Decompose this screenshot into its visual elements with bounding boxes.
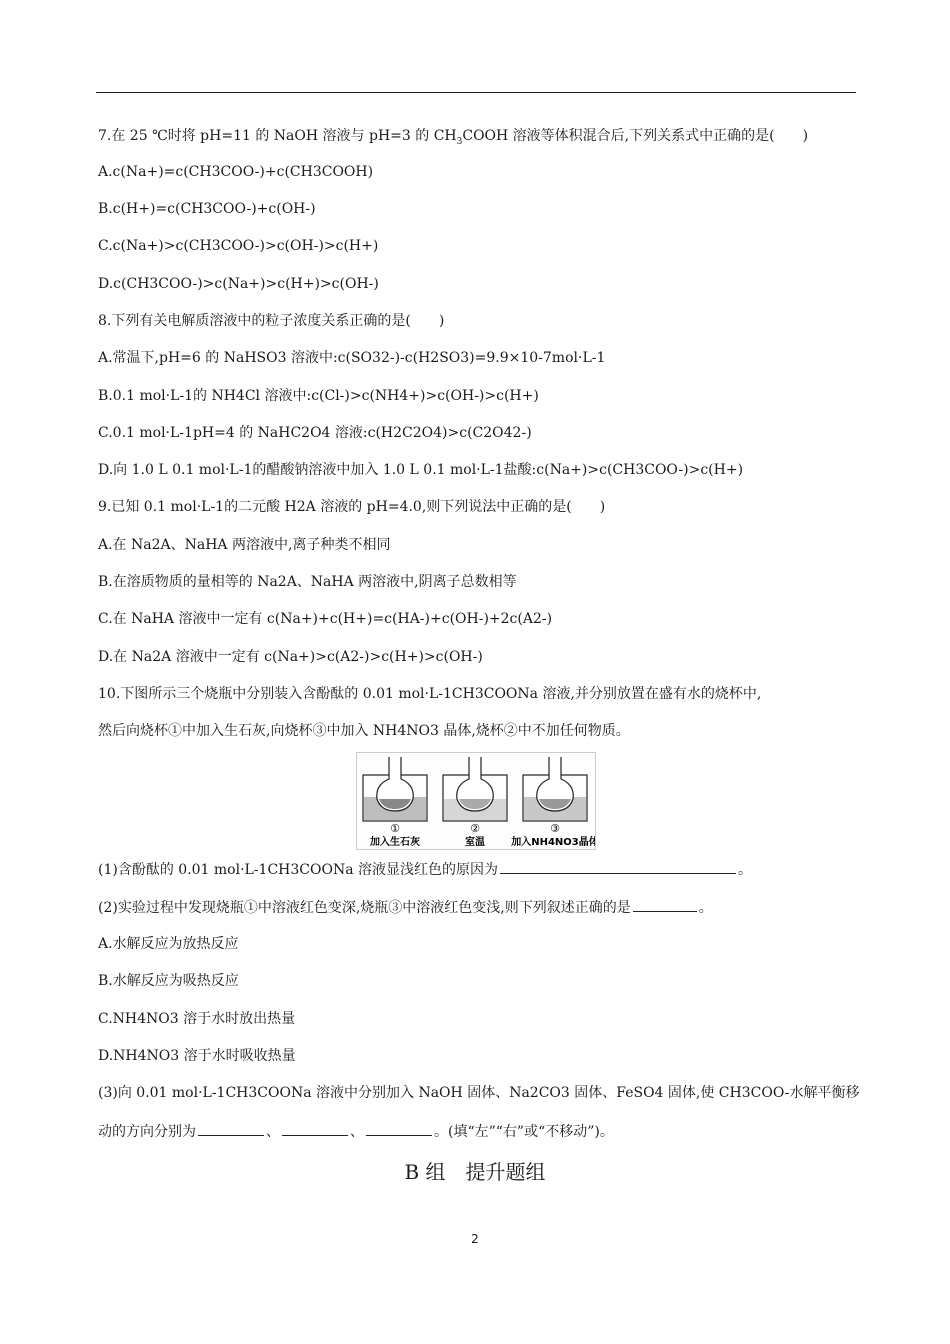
q7-stem: 7.在 25 ℃时将 pH=11 的 NaOH 溶液与 pH=3 的 $CH_3COOH$ 溶液等体积混合后,下列关系式中正确的是( ) (98, 128, 809, 147)
beaker-figure (356, 752, 596, 850)
q10-part1: (1)含酚酞的 0.01 mol·L-1CH3COONa 溶液显浅红色的原因为 。 (98, 859, 752, 880)
q8-option-b: B.0.1 mol·L-1的 NH4Cl 溶液中:c(Cl-)>c(NH4+)>c(OH-)>c(H+) (98, 388, 539, 404)
figure-label-1: ① (390, 822, 400, 835)
q9-stem: 9.已知 0.1 mol·L-1的二元酸 H2A 溶液的 pH=4.0,则下列说法中正确的是( ) (98, 499, 606, 515)
q10-option-c: C.NH4NO3 溶于水时放出热量 (98, 1011, 296, 1027)
q9-option-a: A.在 Na2A、NaHA 两溶液中,离子种类不相同 (98, 537, 391, 553)
figure-caption-2: 室温 (465, 837, 485, 848)
figure-caption-3: 加入NH4NO3晶体 (511, 837, 595, 848)
beaker-diagram (357, 753, 595, 849)
q8-stem: 8.下列有关电解质溶液中的粒子浓度关系正确的是( ) (98, 313, 445, 329)
answer-blank-5[interactable] (366, 1121, 432, 1136)
header-rule (96, 92, 856, 93)
beaker-1 (363, 757, 427, 821)
q7-option-a: A.c(Na+)=c(CH3COO-)+c(CH3COOH) (98, 164, 374, 180)
beaker-2 (443, 757, 507, 821)
q10-option-b: B.水解反应为吸热反应 (98, 973, 239, 989)
q8-option-d: D.向 1.0 L 0.1 mol·L-1的醋酸钠溶液中加入 1.0 L 0.1 mol·L-1盐酸:c(Na+)>c(CH3COO-)>c(H+) (98, 462, 744, 478)
answer-blank-3[interactable] (198, 1121, 264, 1136)
q9-option-c: C.在 NaHA 溶液中一定有 c(Na+)+c(H+)=c(HA-)+c(OH-)+2c(A2-) (98, 611, 553, 627)
q10-part2: (2)实验过程中发现烧瓶①中溶液红色变深,烧瓶③中溶液红色变浅,则下列叙述正确的是 。 (98, 897, 713, 918)
answer-blank-2[interactable] (633, 897, 697, 912)
q10-option-d: D.NH4NO3 溶于水时吸收热量 (98, 1048, 296, 1064)
page-number: 2 (471, 1232, 479, 1246)
q10-part3-line2: 动的方向分别为 、 、 。(填“左”“右”或“不移动”)。 (98, 1121, 614, 1142)
q9-option-d: D.在 Na2A 溶液中一定有 c(Na+)>c(A2-)>c(H+)>c(OH-) (98, 649, 483, 665)
q10-stem-line1: 10.下图所示三个烧瓶中分别装入含酚酞的 0.01 mol·L-1CH3COONa 溶液,并分别放置在盛有水的烧杯中, (98, 686, 762, 702)
section-title: B 组 提升题组 (404, 1160, 546, 1184)
figure-label-3: ③ (550, 822, 560, 835)
q7-option-d: D.c(CH3COO-)>c(Na+)>c(H+)>c(OH-) (98, 276, 379, 292)
q7-option-b: B.c(H+)=c(CH3COO-)+c(OH-) (98, 201, 316, 217)
answer-blank-1[interactable] (500, 859, 736, 874)
answer-blank-4[interactable] (282, 1121, 348, 1136)
q8-option-c: C.0.1 mol·L-1pH=4 的 NaHC2O4 溶液:c(H2C2O4)>c(C2O42-) (98, 425, 532, 441)
q7-option-c: C.c(Na+)>c(CH3COO-)>c(OH-)>c(H+) (98, 238, 379, 254)
q9-option-b: B.在溶质物质的量相等的 Na2A、NaHA 两溶液中,阴离子总数相等 (98, 574, 517, 590)
q10-stem-line2: 然后向烧杯①中加入生石灰,向烧杯③中加入 NH4NO3 晶体,烧杯②中不加任何物质。 (98, 723, 630, 739)
beaker-3 (523, 757, 587, 821)
figure-label-2: ② (470, 822, 480, 835)
q10-option-a: A.水解反应为放热反应 (98, 936, 239, 952)
figure-caption-1: 加入生石灰 (370, 837, 420, 848)
q10-part3-line1: (3)向 0.01 mol·L-1CH3COONa 溶液中分别加入 NaOH 固体、Na2CO3 固体、FeSO4 固体,使 CH3COO-水解平衡移 (98, 1085, 860, 1101)
q8-option-a: A.常温下,pH=6 的 NaHSO3 溶液中:c(SO32-)-c(H2SO3)=9.9×10-7mol·L-1 (98, 350, 606, 366)
